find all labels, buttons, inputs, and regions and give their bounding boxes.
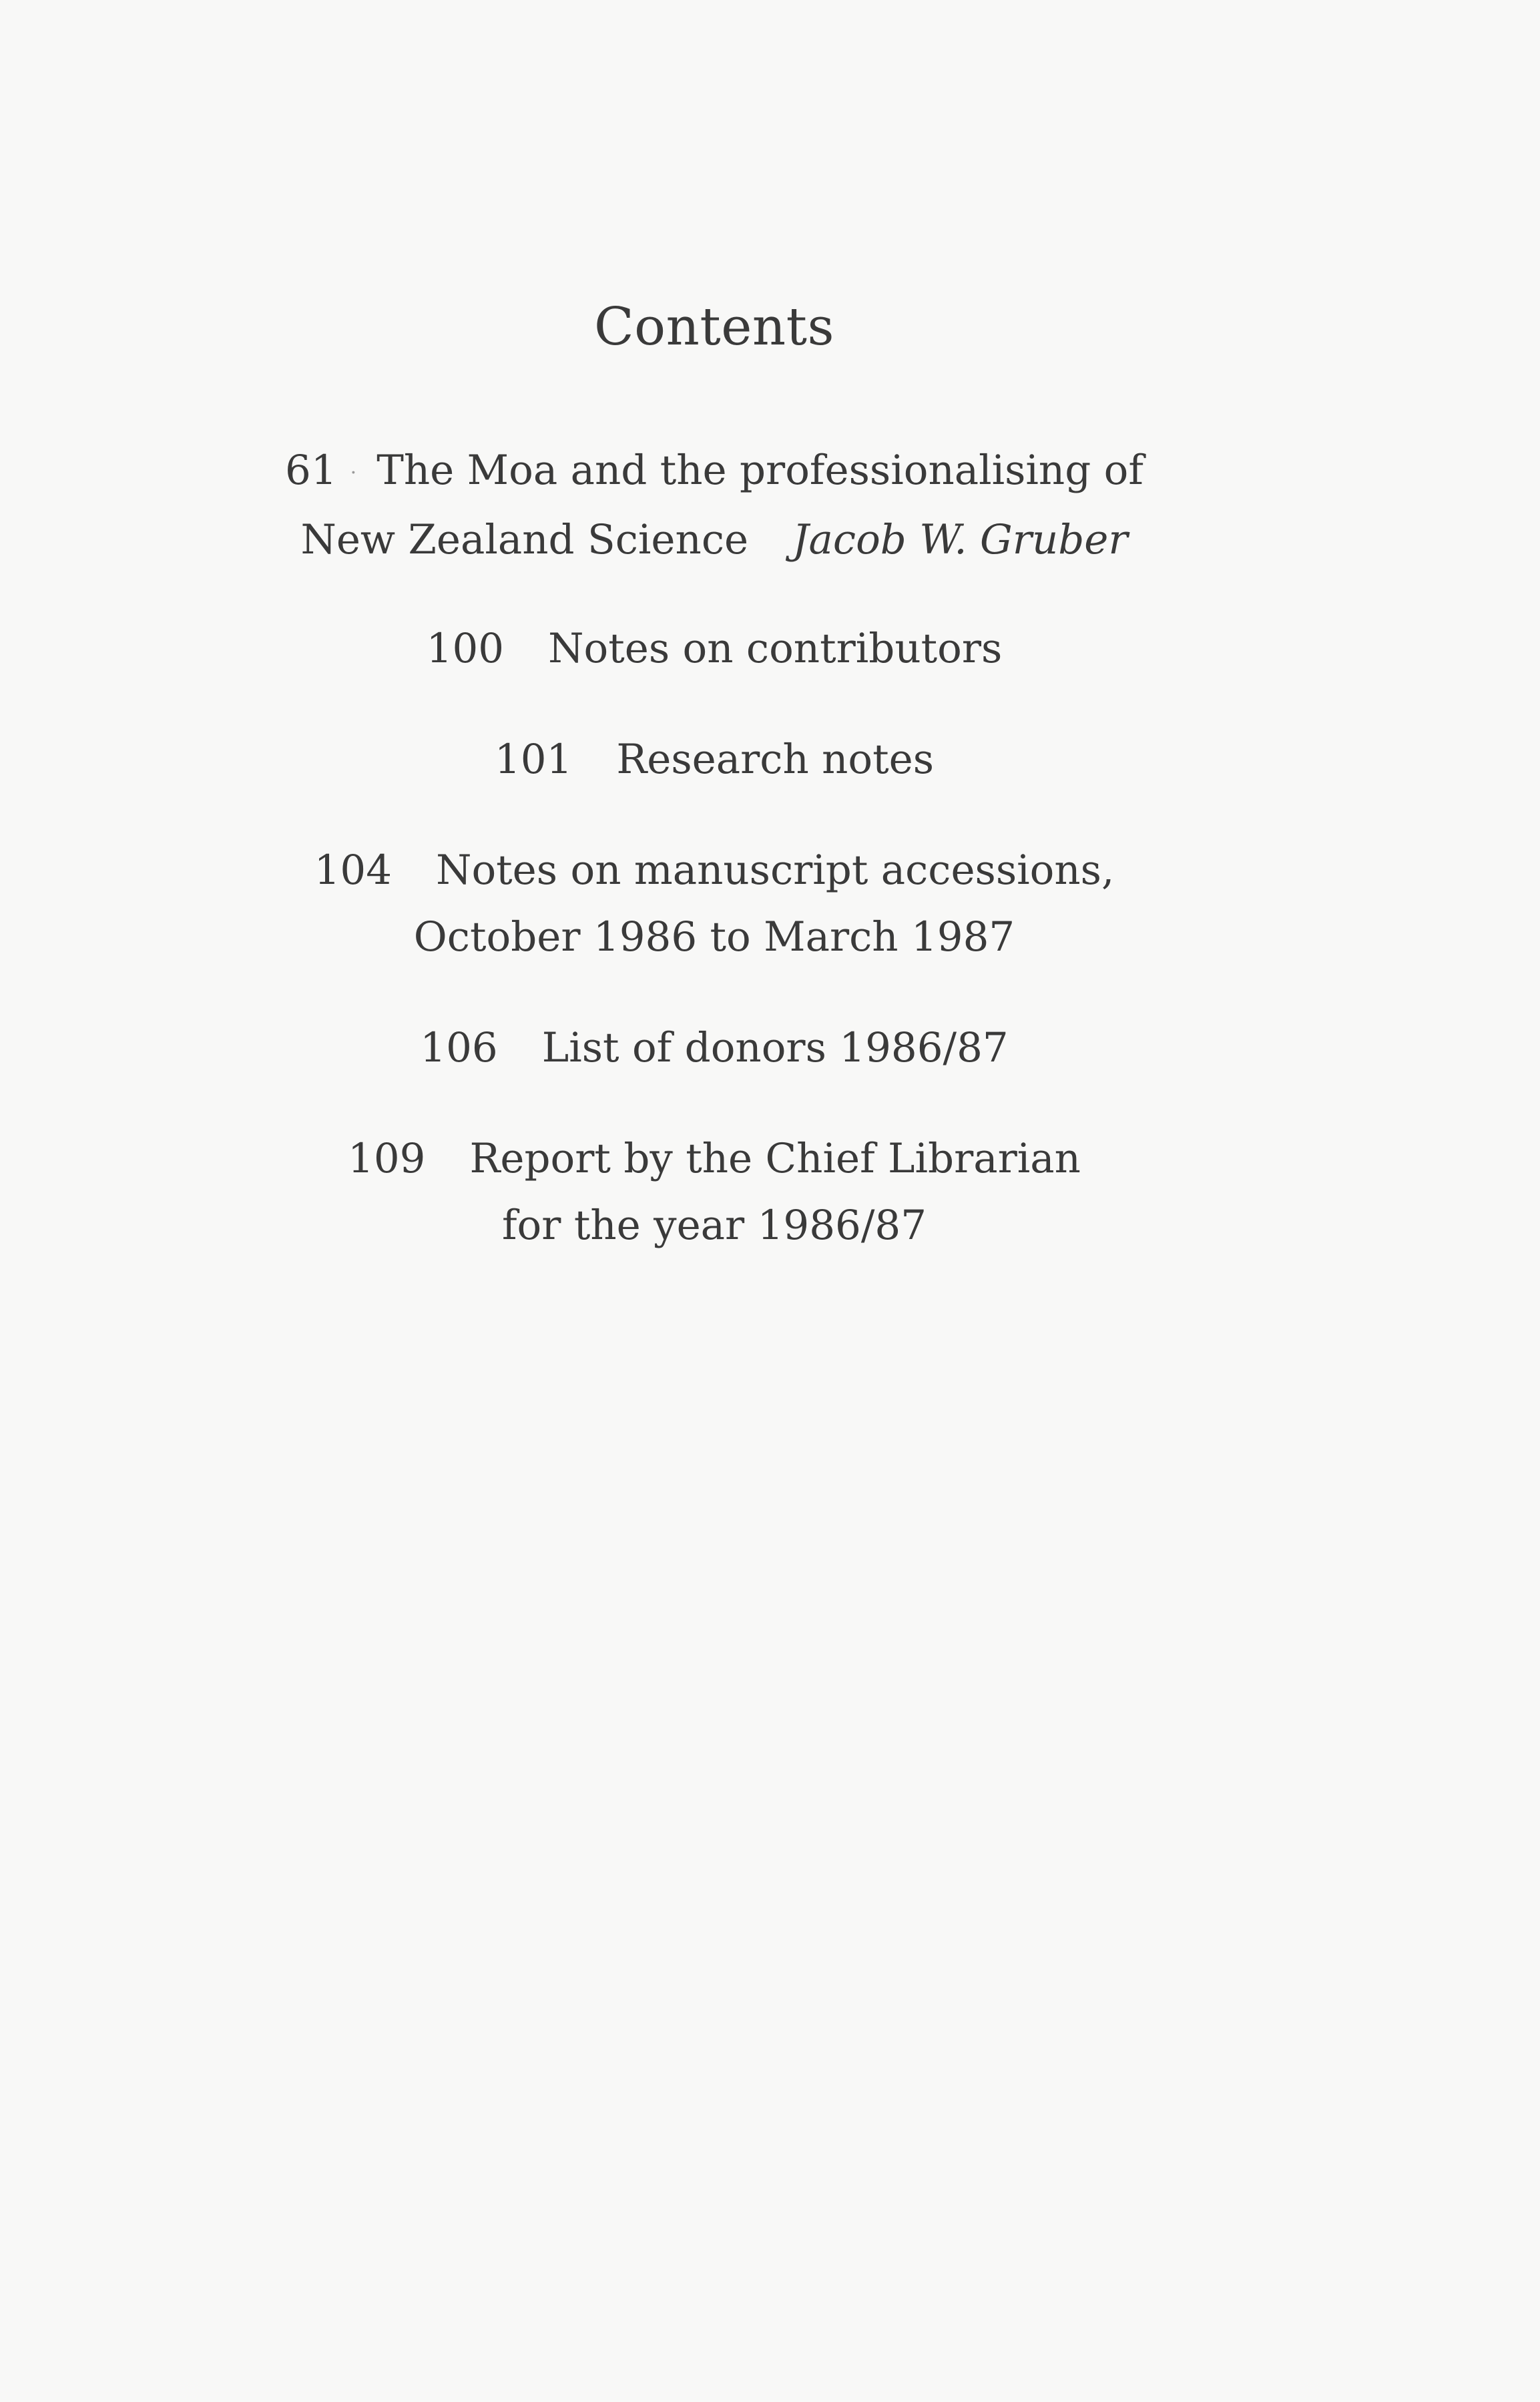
entry-page-number: 101: [494, 736, 573, 783]
contents-entry-line: [0, 507, 1429, 573]
contents-entry-line: [0, 726, 1429, 793]
entry-title: List of donors 1986/87: [541, 1024, 1009, 1071]
entry-title: Research notes: [616, 736, 935, 783]
entry-title-line-2: New Zealand Science: [300, 515, 749, 563]
entry-page-number: 104: [314, 847, 393, 894]
entry-title-line-2: for the year 1986/87: [501, 1202, 927, 1249]
entry-title: Notes on contributors: [548, 625, 1003, 672]
entry-page-number: 100: [426, 625, 505, 672]
entry-title-line-1: Notes on manuscript accessions,: [436, 847, 1115, 894]
separator-dot: ·: [350, 461, 357, 485]
contents-entry-moa: [0, 437, 1429, 573]
contents-entry-contributors: [0, 616, 1429, 682]
contents-entry-donors: [0, 1015, 1429, 1082]
contents-entry-line: [0, 837, 1429, 904]
contents-entry-line: [0, 1192, 1429, 1259]
contents-entry-line: [0, 1015, 1429, 1082]
contents-entry-line: [0, 437, 1429, 507]
contents-entry-chief-librarian: [0, 1126, 1429, 1259]
entry-title-line-2: October 1986 to March 1987: [413, 913, 1015, 961]
entry-title-line-1: Report by the Chief Librarian: [469, 1135, 1081, 1182]
entry-page-number: 109: [348, 1135, 426, 1182]
contents-entry-line: [0, 616, 1429, 682]
entry-page-number: 61: [285, 447, 337, 494]
entry-page-number: 106: [420, 1024, 498, 1071]
contents-entry-line: [0, 904, 1429, 971]
page-title: Contents: [594, 297, 834, 357]
contents-entry-manuscript-accessions: [0, 837, 1429, 971]
entry-author: Jacob W. Gruber: [792, 515, 1128, 563]
contents-entry-line: [0, 1126, 1429, 1192]
contents-entry-research-notes: [0, 726, 1429, 793]
entry-title-line-1: The Moa and the professionalising of: [376, 447, 1143, 494]
